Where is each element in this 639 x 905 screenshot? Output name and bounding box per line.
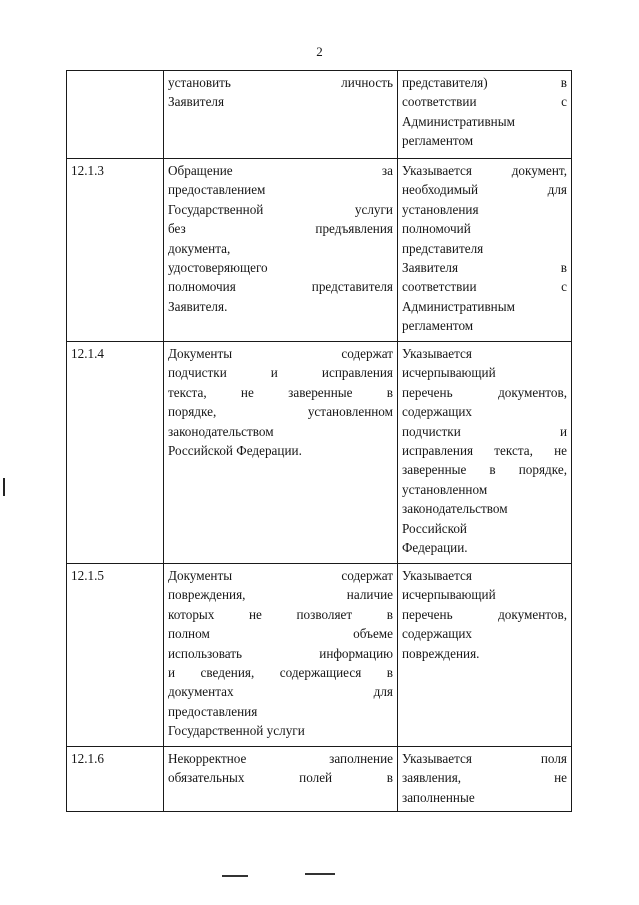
refusal-grounds-table xyxy=(66,70,572,812)
text-line: которых не позволяет в xyxy=(168,606,393,622)
scan-margin-mark xyxy=(3,478,5,496)
text-line: заполненные xyxy=(402,789,475,805)
text-line: содержащих xyxy=(402,626,472,642)
text-line: представителя xyxy=(402,240,484,256)
text-line: повреждения, наличие xyxy=(168,587,393,603)
item-number-cell xyxy=(67,564,164,747)
refusal-reason-cell xyxy=(164,564,398,747)
item-number-cell xyxy=(67,747,164,812)
scan-artifact-dash xyxy=(222,875,248,877)
text-line: Федерации. xyxy=(402,540,468,556)
refusal-reason-cell xyxy=(164,71,398,159)
item-number: 12.1.4 xyxy=(71,346,104,361)
text-line: перечень документов, xyxy=(402,606,567,622)
text-line: установить личность xyxy=(168,75,393,90)
text-line: Российской xyxy=(402,520,467,536)
table-body xyxy=(67,71,572,812)
table-row xyxy=(67,564,572,747)
text-line: без предъявления xyxy=(168,221,393,237)
page-number: 2 xyxy=(316,44,323,59)
item-number: 12.1.3 xyxy=(71,163,104,178)
text-line: документа, xyxy=(168,240,231,256)
text-line: обязательных полей в xyxy=(168,770,393,786)
text-line: содержащих xyxy=(402,404,472,420)
text-line: заверенные в порядке, xyxy=(402,462,567,478)
explanation-cell xyxy=(398,564,572,747)
text-line: соответствии с xyxy=(402,94,567,110)
text-line: Административным xyxy=(402,113,515,129)
item-number-cell xyxy=(67,71,164,159)
text-line: полном объеме xyxy=(168,626,393,642)
text-line: повреждения. xyxy=(402,645,480,661)
text-line: необходимый для xyxy=(402,182,567,198)
text-line: представителя) в xyxy=(402,75,567,90)
text-line: Заявителя в xyxy=(402,260,567,276)
text-line: Административным xyxy=(402,298,515,314)
item-number: 12.1.5 xyxy=(71,568,104,583)
refusal-reason-cell xyxy=(164,747,398,812)
table-row xyxy=(67,747,572,812)
text-line: и сведения, содержащиеся в xyxy=(168,665,393,681)
table-row xyxy=(67,342,572,564)
text-line: Указывается документ, xyxy=(402,163,567,178)
text-line: исправления текста, не xyxy=(402,443,567,459)
text-line: исчерпывающий xyxy=(402,587,496,603)
text-line: документах для xyxy=(168,684,393,700)
text-line: Заявителя. xyxy=(168,298,228,314)
explanation-cell xyxy=(398,159,572,342)
text-line: Государственной услуги xyxy=(168,723,305,739)
refusal-reason-cell xyxy=(164,159,398,342)
explanation-cell xyxy=(398,71,572,159)
text-line: соответствии с xyxy=(402,279,567,295)
text-line: Некорректное заполнение xyxy=(168,751,393,766)
text-line: исчерпывающий xyxy=(402,365,496,381)
text-line: регламентом xyxy=(402,133,474,149)
text-line: законодательством xyxy=(402,501,508,517)
text-line: заявления, не xyxy=(402,770,567,786)
text-line: перечень документов, xyxy=(402,384,567,400)
text-line: Документы содержат xyxy=(168,346,393,361)
text-line: Российской Федерации. xyxy=(168,443,302,459)
text-line: установленном xyxy=(402,481,488,497)
item-number: 12.1.6 xyxy=(71,751,104,766)
text-line: предоставлением xyxy=(168,182,266,198)
text-line: полномочий xyxy=(402,221,471,237)
text-line: использовать информацию xyxy=(168,645,393,661)
text-line: подчистки и xyxy=(402,423,567,439)
text-line: удостоверяющего xyxy=(168,260,268,276)
text-line: установления xyxy=(402,201,479,217)
text-line: Государственной услуги xyxy=(168,201,393,217)
text-line: полномочия представителя xyxy=(168,279,393,295)
text-line: предоставления xyxy=(168,703,258,719)
text-line: подчистки и исправления xyxy=(168,365,393,381)
text-line: текста, не заверенные в xyxy=(168,384,393,400)
item-number-cell xyxy=(67,159,164,342)
table-row xyxy=(67,71,572,159)
text-line: порядке, установленном xyxy=(168,404,393,420)
text-line: регламентом xyxy=(402,318,474,334)
item-number-cell xyxy=(67,342,164,564)
refusal-reason-cell xyxy=(164,342,398,564)
explanation-cell xyxy=(398,342,572,564)
text-line: законодательством xyxy=(168,423,274,439)
text-line: Указывается xyxy=(402,568,472,583)
explanation-cell xyxy=(398,747,572,812)
text-line: Документы содержат xyxy=(168,568,393,583)
text-line: Указывается xyxy=(402,346,472,361)
text-line: Заявителя xyxy=(168,94,225,110)
table-row xyxy=(67,159,572,342)
scan-artifact-dash xyxy=(305,873,335,875)
text-line: Указывается поля xyxy=(402,751,567,766)
text-line: Обращение за xyxy=(168,163,393,178)
